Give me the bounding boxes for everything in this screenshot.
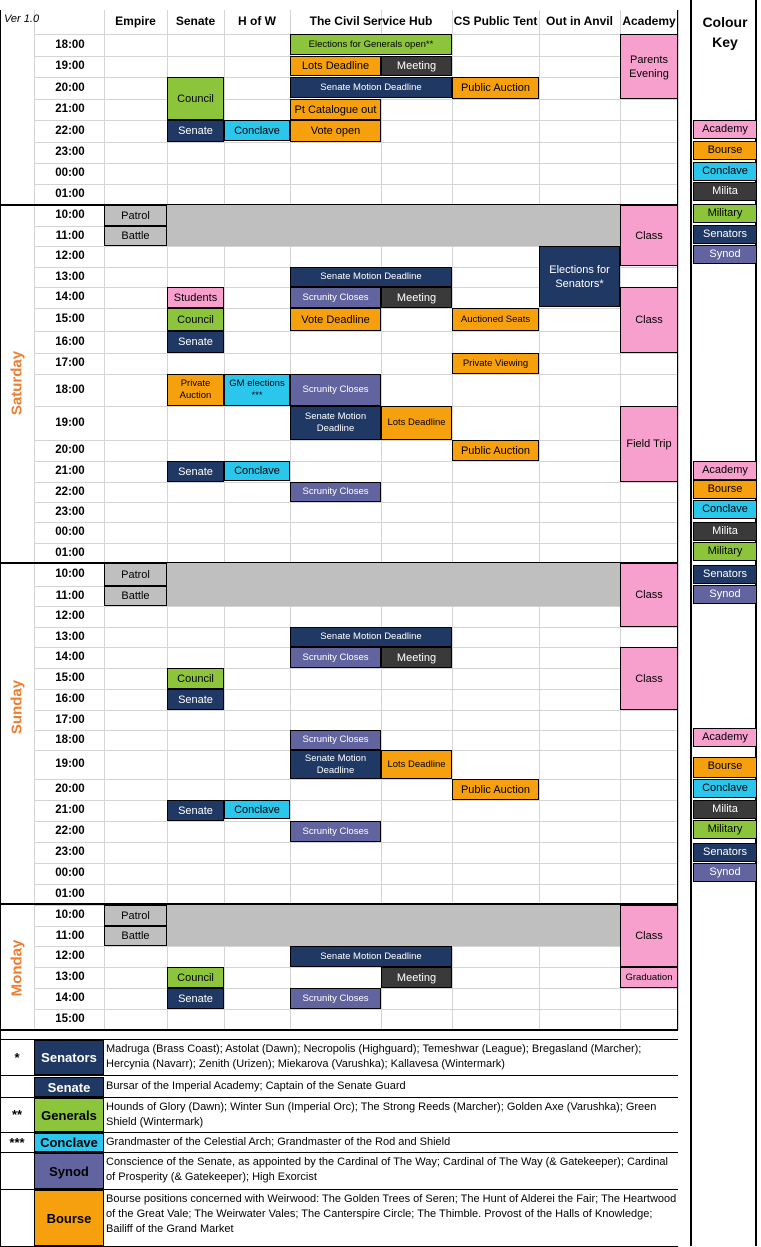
- event-label: Patrol: [121, 909, 150, 922]
- event-elections-senators[interactable]: [539, 246, 620, 307]
- time-label: 20:00: [55, 444, 85, 456]
- event-class[interactable]: [620, 647, 678, 710]
- event-parents-evening[interactable]: [620, 34, 678, 99]
- event-label: Scrunity Closes: [302, 992, 369, 1004]
- legend-label: Conclave: [34, 1133, 104, 1152]
- time-label: 23:00: [55, 846, 85, 858]
- time-label: 21:00: [55, 465, 85, 477]
- grid-line-horizontal: [34, 142, 678, 143]
- time-label: 17:00: [55, 357, 85, 369]
- event-label: Senate: [178, 693, 213, 706]
- activity-band: [167, 905, 620, 946]
- event-conclave[interactable]: [224, 461, 290, 481]
- event-label: Scrunity Closes: [302, 734, 369, 745]
- time-label: 22:00: [55, 825, 85, 837]
- time-label: 23:00: [55, 146, 85, 158]
- time-label: 13:00: [55, 271, 85, 283]
- time-label: 18:00: [55, 39, 85, 51]
- event-lots-deadline[interactable]: [290, 56, 381, 76]
- event-label: Students: [173, 291, 218, 304]
- time-label: 01:00: [55, 888, 85, 900]
- event-meeting[interactable]: [381, 287, 452, 308]
- event-label: Council: [177, 672, 214, 685]
- time-label: 23:00: [55, 506, 85, 518]
- key-military: Military: [693, 542, 757, 561]
- key-milita: Milita: [693, 182, 757, 201]
- time-label: 22:00: [55, 486, 85, 498]
- key-milita: Milita: [693, 522, 757, 541]
- event-senate-motion-deadline[interactable]: [290, 267, 452, 287]
- event-meeting[interactable]: [381, 647, 452, 668]
- legend-label: Synod: [34, 1153, 104, 1189]
- key-milita: Milita: [693, 800, 757, 819]
- event-label: Battle: [121, 590, 150, 602]
- event-senate-motion-deadline[interactable]: [290, 406, 381, 440]
- time-label: 19:00: [55, 758, 85, 770]
- event-label: Patrol: [121, 209, 150, 222]
- column-header: Out in Anvil: [546, 14, 613, 28]
- legend-text: Bursar of the Imperial Academy; Captain of the Senate Guard: [106, 1080, 406, 1092]
- event-council[interactable]: [167, 308, 224, 331]
- legend-label: Senators: [34, 1040, 104, 1075]
- event-gm-elections[interactable]: [224, 374, 290, 406]
- event-label: Conclave: [234, 465, 280, 477]
- event-lots-deadline[interactable]: [381, 750, 452, 779]
- event-label: Patrol: [121, 568, 150, 581]
- event-label: Private Viewing: [462, 357, 529, 369]
- time-label: 12:00: [55, 610, 85, 622]
- legend-text: Bourse positions concerned with Weirwood: The Golden Trees of Seren; The Hunt of Alderei the Fair; The Heartwood of the Great Vale; The Weirwater Vales; The Canterspire Circle; The Thimble. Provost of the Halls of Knowledge; Bailiff of the Grand Market: [106, 1193, 677, 1235]
- grid-line-horizontal: [34, 863, 678, 864]
- event-senate-motion-deadline[interactable]: [290, 77, 452, 98]
- key-academy: Academy: [693, 120, 757, 139]
- event-public-auction[interactable]: [452, 779, 539, 800]
- event-lots-deadline[interactable]: [381, 406, 452, 440]
- event-field-trip[interactable]: [620, 406, 678, 482]
- event-label: Scrunity Closes: [302, 486, 369, 497]
- event-label: Senate Motion Deadline: [320, 81, 422, 93]
- event-senate-motion-deadline[interactable]: [290, 946, 452, 967]
- time-label: 10:00: [55, 209, 85, 221]
- key-synod: Synod: [693, 863, 757, 882]
- day-label-monday: Monday: [8, 939, 26, 996]
- border-line: [690, 0, 692, 1246]
- key-bourse: Bourse: [693, 141, 757, 160]
- grid-line-horizontal: [34, 461, 678, 462]
- legend-text: Conscience of the Senate, as appointed by the Cardinal of The Way; Cardinal of The Way (& Gatekeeper); Cardinal of Prosperity (& Gatekeeper); High Exorcist: [106, 1156, 668, 1183]
- event-students[interactable]: [167, 287, 224, 308]
- event-council[interactable]: [167, 967, 224, 988]
- time-label: 13:00: [55, 971, 85, 983]
- event-meeting[interactable]: [381, 56, 452, 76]
- time-label: 18:00: [55, 384, 85, 396]
- event-label: Battle: [121, 230, 150, 242]
- event-scrunity-closes[interactable]: [290, 287, 381, 308]
- event-label: Class: [635, 930, 663, 942]
- time-label: 18:00: [55, 734, 85, 746]
- event-label: Public Auction: [460, 444, 531, 457]
- event-scrunity-closes[interactable]: [290, 374, 381, 406]
- key-conclave: Conclave: [693, 779, 757, 798]
- event-conclave[interactable]: [224, 120, 290, 141]
- event-council[interactable]: [167, 668, 224, 689]
- event-label: Senate Motion Deadline: [304, 411, 367, 434]
- legend-footnote-mark: **: [11, 1107, 23, 1122]
- event-label: Class: [635, 672, 663, 685]
- event-battle[interactable]: [104, 226, 167, 246]
- event-label: Class: [635, 589, 663, 601]
- event-label: Lots Deadline: [301, 60, 370, 72]
- key-military: Military: [693, 820, 757, 839]
- event-label: Conclave: [234, 124, 280, 137]
- key-synod: Synod: [693, 585, 757, 604]
- event-elections-generals[interactable]: [290, 34, 452, 55]
- event-class[interactable]: [620, 205, 678, 266]
- grid-line-horizontal: [34, 689, 678, 690]
- key-synod: Synod: [693, 245, 757, 264]
- time-label: 17:00: [55, 714, 85, 726]
- grid-line-horizontal: [34, 606, 678, 607]
- grid-line-horizontal: [34, 800, 678, 801]
- event-senate-motion-deadline[interactable]: [290, 627, 452, 647]
- event-public-auction[interactable]: [452, 77, 539, 99]
- day-label-saturday: Saturday: [8, 350, 26, 416]
- key-senators: Senators: [693, 843, 757, 862]
- event-class[interactable]: [620, 287, 678, 353]
- key-academy: Academy: [693, 461, 757, 480]
- time-label: 16:00: [55, 693, 85, 705]
- grid-line-horizontal: [34, 440, 678, 441]
- column-header: H of W: [238, 14, 276, 28]
- grid-line-vertical: [678, 10, 679, 1030]
- event-label: Field Trip: [626, 438, 672, 450]
- event-label: Council: [177, 971, 214, 984]
- time-label: 15:00: [55, 672, 85, 684]
- event-label: Senate Motion Deadline: [304, 752, 367, 776]
- time-label: 00:00: [55, 867, 85, 879]
- event-private-auction[interactable]: [167, 374, 224, 406]
- time-label: 14:00: [55, 651, 85, 663]
- key-academy: Academy: [693, 728, 757, 747]
- time-label: 12:00: [55, 250, 85, 262]
- event-council[interactable]: [167, 77, 224, 120]
- event-scrunity-closes[interactable]: [290, 730, 381, 750]
- time-label: 14:00: [55, 291, 85, 303]
- border-line: [677, 10, 678, 1030]
- event-scrunity-closes[interactable]: [290, 988, 381, 1009]
- event-label: Public Auction: [460, 82, 531, 94]
- event-patrol[interactable]: [104, 563, 167, 586]
- column-header: The Civil Service Hub: [309, 14, 433, 28]
- event-scrunity-closes[interactable]: [290, 821, 381, 842]
- time-label: 11:00: [55, 230, 85, 242]
- legend-footnote-mark: ***: [9, 1135, 25, 1150]
- day-label-sunday: Sunday: [8, 679, 26, 735]
- time-label: 14:00: [55, 992, 85, 1004]
- legend-footnote-mark: [0, 1077, 34, 1097]
- time-label: 20:00: [55, 783, 85, 795]
- event-label: Lots Deadline: [387, 758, 446, 770]
- activity-band: [167, 205, 620, 246]
- grid-line-horizontal: [34, 668, 678, 669]
- event-label: Council: [177, 313, 214, 326]
- event-private-viewing[interactable]: [452, 353, 539, 374]
- legend-divider: [0, 1039, 678, 1040]
- grid-line-horizontal: [34, 710, 678, 711]
- event-senate[interactable]: [167, 120, 224, 142]
- time-label: 10:00: [55, 568, 85, 580]
- grid-line-horizontal: [34, 522, 678, 523]
- grid-line-horizontal: [34, 779, 678, 780]
- grid-line-horizontal: [34, 967, 678, 968]
- colour-key-title: Colour Key: [702, 14, 748, 50]
- event-label: Meeting: [396, 651, 437, 664]
- legend-text: Hounds of Glory (Dawn); Winter Sun (Imperial Orc); The Strong Reeds (Marcher); Golden Axe (Varushka); Green Shield (Wintermark): [106, 1101, 657, 1128]
- legend-footnote-mark: [0, 1190, 34, 1246]
- event-label: Scrunity Closes: [302, 825, 369, 837]
- legend-text: Madruga (Brass Coast); Astolat (Dawn); Necropolis (Highguard); Temeshwar (League); Bregasland (Marcher); Hercynia (Navarr); Zenith (Urizen); Miekarova (Varushka); Kallavesa (Wintermark): [106, 1043, 642, 1070]
- event-label: Scrunity Closes: [302, 384, 369, 395]
- event-scrunity-closes[interactable]: [290, 482, 381, 502]
- column-header: CS Public Tent: [453, 14, 538, 28]
- event-label: GM elections ***: [229, 378, 285, 401]
- event-label: Senate Motion Deadline: [320, 271, 422, 282]
- legend-label: Generals: [34, 1098, 104, 1132]
- event-label: Scrunity Closes: [302, 291, 369, 303]
- event-label: Council: [177, 92, 214, 105]
- event-label: Vote Deadline: [301, 313, 370, 326]
- event-label: Scrunity Closes: [302, 651, 369, 663]
- event-label: Senate Motion Deadline: [320, 950, 422, 962]
- grid-line-horizontal: [34, 1009, 678, 1010]
- event-pt-catalogue[interactable]: [290, 99, 381, 120]
- column-header: Senate: [175, 14, 216, 28]
- event-public-auction[interactable]: [452, 440, 539, 461]
- time-label: 01:00: [55, 188, 85, 200]
- column-header: Empire: [115, 14, 156, 28]
- event-label: Senate: [178, 992, 213, 1005]
- event-battle[interactable]: [104, 926, 167, 946]
- event-label: Public Auction: [460, 783, 531, 796]
- event-label: Vote open: [310, 125, 361, 137]
- grid-line-horizontal: [34, 353, 678, 354]
- event-label: Auctioned Seats: [460, 313, 531, 325]
- event-label: Conclave: [234, 803, 280, 816]
- event-senate-motion-deadline[interactable]: [290, 750, 381, 779]
- grid-line-horizontal: [34, 184, 678, 185]
- event-class[interactable]: [620, 563, 678, 627]
- time-label: 19:00: [55, 60, 85, 72]
- event-label: Private Auction: [179, 378, 212, 401]
- event-vote-deadline[interactable]: [290, 308, 381, 331]
- event-vote-open[interactable]: [290, 120, 381, 142]
- time-label: 20:00: [55, 82, 85, 94]
- event-label: Meeting: [396, 971, 437, 984]
- event-label: Graduation: [625, 971, 673, 983]
- legend-text: Grandmaster of the Celestial Arch; Grandmaster of the Rod and Shield: [106, 1136, 451, 1148]
- event-patrol[interactable]: [104, 205, 167, 226]
- time-label: 10:00: [55, 909, 85, 921]
- grid-line-horizontal: [34, 331, 678, 332]
- event-label: Elections for Generals open**: [308, 38, 434, 50]
- event-label: Senate: [178, 804, 213, 817]
- grid-line-horizontal: [34, 543, 678, 544]
- event-label: Class: [635, 314, 663, 326]
- event-auctioned-seats[interactable]: [452, 308, 539, 331]
- legend-divider: [0, 1075, 678, 1076]
- event-graduation[interactable]: [620, 967, 678, 988]
- event-senate[interactable]: [167, 689, 224, 710]
- key-bourse: Bourse: [693, 480, 757, 499]
- time-label: 01:00: [55, 547, 85, 559]
- grid-line-horizontal: [34, 502, 678, 503]
- time-label: 19:00: [55, 417, 85, 429]
- event-label: Class: [635, 229, 663, 242]
- event-label: Battle: [121, 930, 150, 942]
- event-senate[interactable]: [167, 461, 224, 482]
- event-senate[interactable]: [167, 331, 224, 353]
- event-senate[interactable]: [167, 800, 224, 821]
- event-battle[interactable]: [104, 586, 167, 606]
- time-label: 13:00: [55, 631, 85, 643]
- time-label: 00:00: [55, 167, 85, 179]
- time-label: 12:00: [55, 950, 85, 962]
- time-label: 21:00: [55, 103, 85, 115]
- event-patrol[interactable]: [104, 905, 167, 926]
- event-scrunity-closes[interactable]: [290, 647, 381, 668]
- key-senators: Senators: [693, 565, 757, 584]
- time-label: 15:00: [55, 1013, 85, 1025]
- event-label: Senate: [178, 336, 213, 348]
- event-label: Senate: [178, 125, 213, 137]
- key-conclave: Conclave: [693, 500, 757, 519]
- time-label: 15:00: [55, 313, 85, 325]
- event-label: Meeting: [396, 60, 437, 72]
- legend-footnote-mark: [0, 1153, 34, 1189]
- event-label: Senate: [178, 465, 213, 478]
- time-label: 21:00: [55, 804, 85, 816]
- time-label: 11:00: [55, 590, 85, 602]
- event-meeting[interactable]: [381, 967, 452, 988]
- grid-line-horizontal: [34, 842, 678, 843]
- activity-band: [167, 563, 620, 606]
- time-label: 11:00: [55, 930, 85, 942]
- key-bourse: Bourse: [693, 757, 757, 778]
- event-label: Senate Motion Deadline: [320, 631, 422, 642]
- key-senators: Senators: [693, 225, 757, 244]
- grid-line-horizontal: [34, 884, 678, 885]
- time-label: 22:00: [55, 125, 85, 137]
- legend-label: Senate: [34, 1077, 104, 1097]
- event-label: Elections for Senators*: [549, 263, 610, 290]
- event-label: Lots Deadline: [387, 417, 446, 428]
- key-military: Military: [693, 204, 757, 223]
- grid-line-horizontal: [34, 163, 678, 164]
- event-conclave[interactable]: [224, 800, 290, 819]
- event-label: Pt Catalogue out: [294, 103, 377, 116]
- column-header: Academy: [622, 14, 676, 28]
- time-label: 16:00: [55, 336, 85, 348]
- event-label: Parents Evening: [629, 53, 669, 80]
- time-label: 00:00: [55, 526, 85, 538]
- legend-label: Bourse: [34, 1190, 104, 1246]
- event-label: Meeting: [396, 291, 437, 304]
- version-label: Ver 1.0: [4, 13, 40, 25]
- legend-footnote-mark: *: [14, 1050, 20, 1065]
- event-senate[interactable]: [167, 988, 224, 1009]
- event-class[interactable]: [620, 905, 678, 967]
- key-conclave: Conclave: [693, 162, 757, 181]
